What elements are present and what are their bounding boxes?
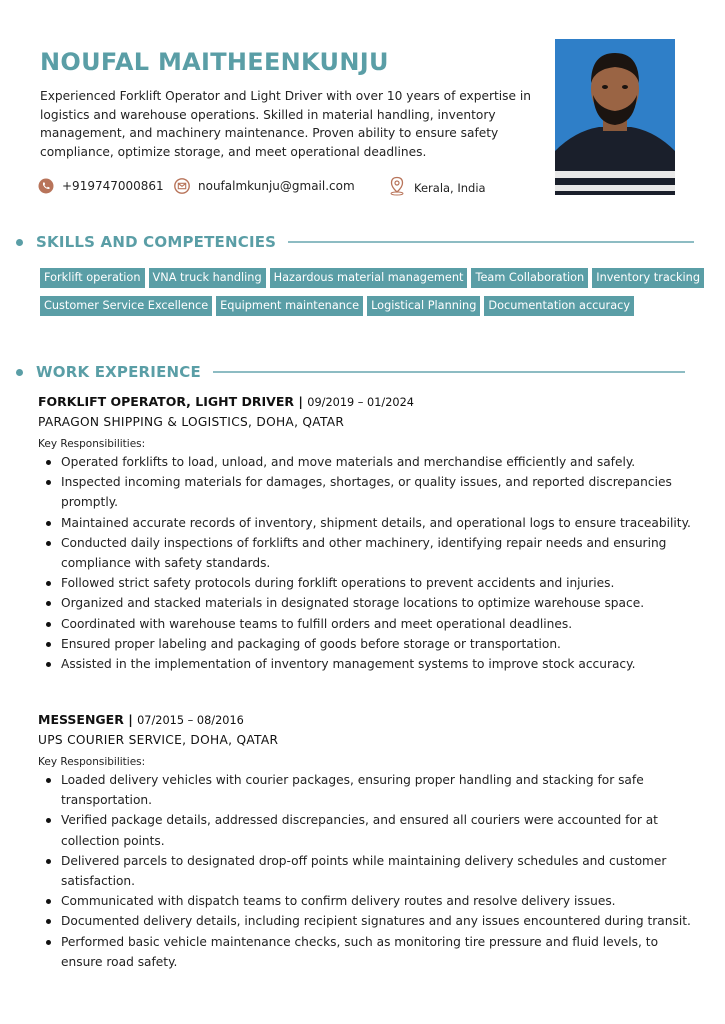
candidate-name: NOUFAL MAITHEENKUNJU bbox=[40, 48, 389, 76]
section-divider bbox=[288, 241, 694, 243]
job-company: UPS COURIER SERVICE, DOHA, QATAR bbox=[38, 733, 279, 747]
skills-section-title: SKILLS AND COMPETENCIES bbox=[36, 233, 277, 251]
responsibility-list bbox=[38, 770, 698, 972]
skill-tag: VNA truck handling bbox=[149, 268, 266, 288]
list-item: Performed basic vehicle maintenance checks, such as monitoring tire pressure and fluid levels, to ensure road safety. bbox=[38, 932, 698, 972]
skill-tag: Team Collaboration bbox=[471, 268, 588, 288]
skill-tag: Hazardous material management bbox=[270, 268, 468, 288]
key-responsibilities-label: Key Responsibilities: bbox=[38, 438, 146, 450]
skills-row-1 bbox=[40, 268, 701, 288]
job-dates: 09/2019 – 01/2024 bbox=[307, 396, 414, 409]
list-item: Conducted daily inspections of forklifts and other machinery, identifying repair needs and ensuring compliance with safety standards. bbox=[38, 533, 698, 573]
list-item: Operated forklifts to load, unload, and move materials and merchandise efficiently and safely. bbox=[38, 452, 698, 472]
key-responsibilities-label: Key Responsibilities: bbox=[38, 756, 146, 768]
list-item: Inspected incoming materials for damages, shortages, or quality issues, and reported discrepancies promptly. bbox=[38, 472, 698, 512]
skills-row-2 bbox=[40, 296, 690, 316]
list-item: Verified package details, addressed discrepancies, and ensured all couriers were accounted for at collection points. bbox=[38, 810, 698, 850]
skills-section-heading bbox=[16, 233, 694, 251]
experience-section-title: WORK EXPERIENCE bbox=[36, 363, 201, 381]
profile-photo-illustration bbox=[555, 39, 675, 195]
skill-tag: Documentation accuracy bbox=[484, 296, 634, 316]
skill-tag: Equipment maintenance bbox=[216, 296, 363, 316]
profile-summary: Experienced Forklift Operator and Light Driver with over 10 years of expertise in logistics and warehouse operations. Skilled in material handling, inventory management, and machinery maintenance. Proven ability to ensure safety compliance, optimize storage, and meet operational deadlines. bbox=[40, 89, 532, 159]
list-item: Ensured proper labeling and packaging of goods before storage or transportation. bbox=[38, 634, 698, 654]
job-title-line bbox=[38, 394, 698, 409]
list-item: Coordinated with warehouse teams to fulfill orders and meet operational deadlines. bbox=[38, 614, 698, 634]
skill-tag: Logistical Planning bbox=[367, 296, 480, 316]
phone-number: +919747000861 bbox=[62, 179, 164, 193]
contact-location bbox=[388, 176, 486, 196]
contact-phone bbox=[38, 178, 164, 194]
job-title: MESSENGER | bbox=[38, 712, 133, 727]
list-item: Loaded delivery vehicles with courier packages, ensuring proper handling and stacking for safe transportation. bbox=[38, 770, 698, 810]
section-divider bbox=[213, 371, 685, 373]
list-item: Organized and stacked materials in designated storage locations to optimize warehouse space. bbox=[38, 593, 698, 613]
skill-tag: Forklift operation bbox=[40, 268, 145, 288]
list-item: Assisted in the implementation of inventory management systems to improve stock accuracy. bbox=[38, 654, 698, 674]
skills-tags bbox=[40, 268, 701, 324]
job-title: FORKLIFT OPERATOR, LIGHT DRIVER | bbox=[38, 394, 303, 409]
profile-photo bbox=[555, 39, 675, 195]
email-icon bbox=[174, 178, 190, 194]
skill-tag: Inventory tracking bbox=[592, 268, 704, 288]
skill-tag: Customer Service Excellence bbox=[40, 296, 212, 316]
location-text: Kerala, India bbox=[414, 181, 486, 195]
job-title-line bbox=[38, 712, 698, 727]
job-dates: 07/2015 – 08/2016 bbox=[137, 714, 244, 727]
list-item: Followed strict safety protocols during forklift operations to prevent accidents and injuries. bbox=[38, 573, 698, 593]
section-bullet-dot bbox=[16, 239, 23, 246]
job-company: PARAGON SHIPPING & LOGISTICS, DOHA, QATAR bbox=[38, 415, 345, 429]
list-item: Delivered parcels to designated drop-off points while maintaining delivery schedules and customer satisfaction. bbox=[38, 851, 698, 891]
list-item: Maintained accurate records of inventory, shipment details, and operational logs to ensure traceability. bbox=[38, 513, 698, 533]
list-item: Documented delivery details, including recipient signatures and any issues encountered during transit. bbox=[38, 911, 698, 931]
email-address: noufalmkunju@gmail.com bbox=[198, 179, 355, 193]
job-entry-forklift-operator bbox=[38, 394, 698, 674]
phone-icon bbox=[38, 178, 54, 194]
experience-section-heading bbox=[16, 363, 685, 381]
contact-email bbox=[174, 178, 355, 194]
job-entry-messenger bbox=[38, 712, 698, 972]
responsibility-list bbox=[38, 452, 698, 674]
list-item: Communicated with dispatch teams to confirm delivery routes and resolve delivery issues. bbox=[38, 891, 698, 911]
location-pin-icon bbox=[388, 176, 406, 196]
section-bullet-dot bbox=[16, 369, 23, 376]
